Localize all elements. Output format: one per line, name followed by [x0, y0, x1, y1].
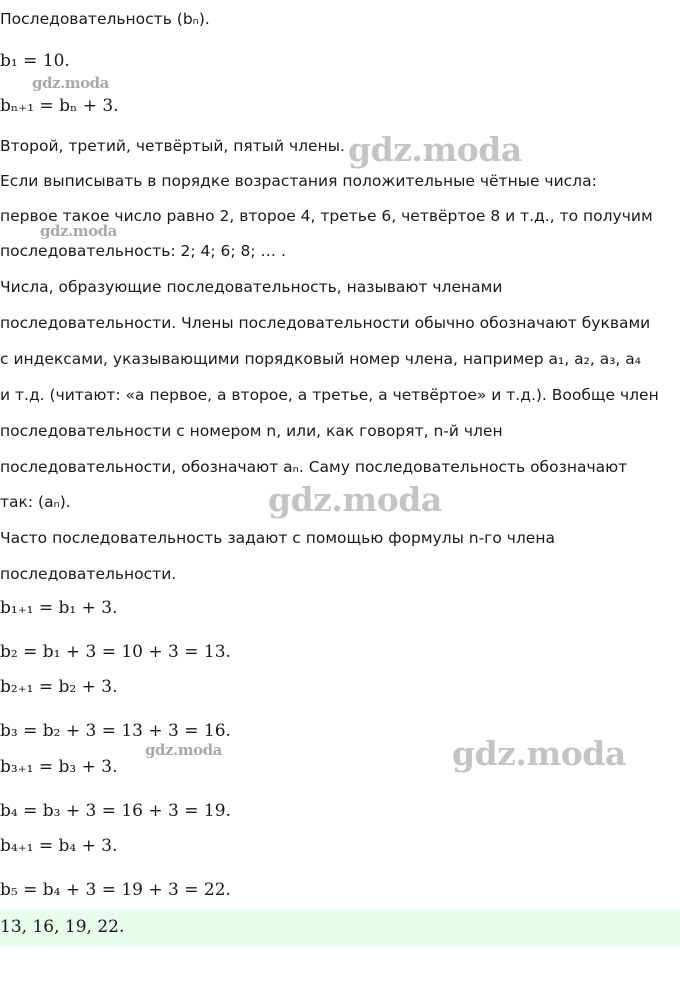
line-21: b₃₊₁ = b₃ + 3.	[0, 757, 118, 777]
line-22: b₄ = b₃ + 3 = 16 + 3 = 19.	[0, 801, 231, 821]
line-9: последовательности. Члены последовательности обычно обозначают буквами	[0, 314, 651, 332]
line-20: b₃ = b₂ + 3 = 13 + 3 = 16.	[0, 721, 231, 741]
answer-text: 13, 16, 19, 22.	[0, 917, 125, 937]
watermark: gdz.moda	[268, 480, 442, 519]
watermark: gdz.moda	[145, 741, 222, 759]
line-12: последовательности с номером n, или, как говорят, n-й член	[0, 422, 503, 440]
watermark: gdz.moda	[32, 74, 109, 92]
line-5: Если выписывать в порядке возрастания положительные чётные числа:	[0, 172, 597, 190]
line-23: b₄₊₁ = b₄ + 3.	[0, 836, 118, 856]
line-4: Второй, третий, четвёртый, пятый члены.	[0, 137, 345, 155]
line-19: b₂₊₁ = b₂ + 3.	[0, 677, 118, 697]
line-16: последовательности.	[0, 565, 177, 583]
line-3: bₙ₊₁ = bₙ + 3.	[0, 96, 119, 116]
line-1: Последовательность (bₙ).	[0, 10, 210, 28]
line-11: и т.д. (читают: «a первое, a второе, a третье, a четвёртое» и т.д.). Вообще член	[0, 386, 659, 404]
watermark: gdz.moda	[452, 734, 626, 773]
line-7: последовательность: 2; 4; 6; 8; … .	[0, 242, 286, 260]
answer-box	[0, 910, 680, 946]
line-6: первое такое число равно 2, второе 4, третье 6, четвёртое 8 и т.д., то получим	[0, 207, 653, 225]
line-17: b₁₊₁ = b₁ + 3.	[0, 598, 118, 618]
line-13: последовательности, обозначают aₙ. Саму последовательность обозначают	[0, 458, 628, 476]
watermark: gdz.moda	[40, 222, 117, 240]
line-10: с индексами, указывающими порядковый номер члена, например a₁, a₂, a₃, a₄	[0, 350, 641, 368]
line-2: b₁ = 10.	[0, 51, 70, 71]
line-8: Числа, образующие последовательность, называют членами	[0, 278, 503, 296]
line-15: Часто последовательность задают с помощью формулы n-го члена	[0, 529, 555, 547]
line-24: b₅ = b₄ + 3 = 19 + 3 = 22.	[0, 880, 231, 900]
line-18: b₂ = b₁ + 3 = 10 + 3 = 13.	[0, 642, 231, 662]
line-14: так: (aₙ).	[0, 493, 71, 511]
watermark: gdz.moda	[348, 130, 522, 169]
